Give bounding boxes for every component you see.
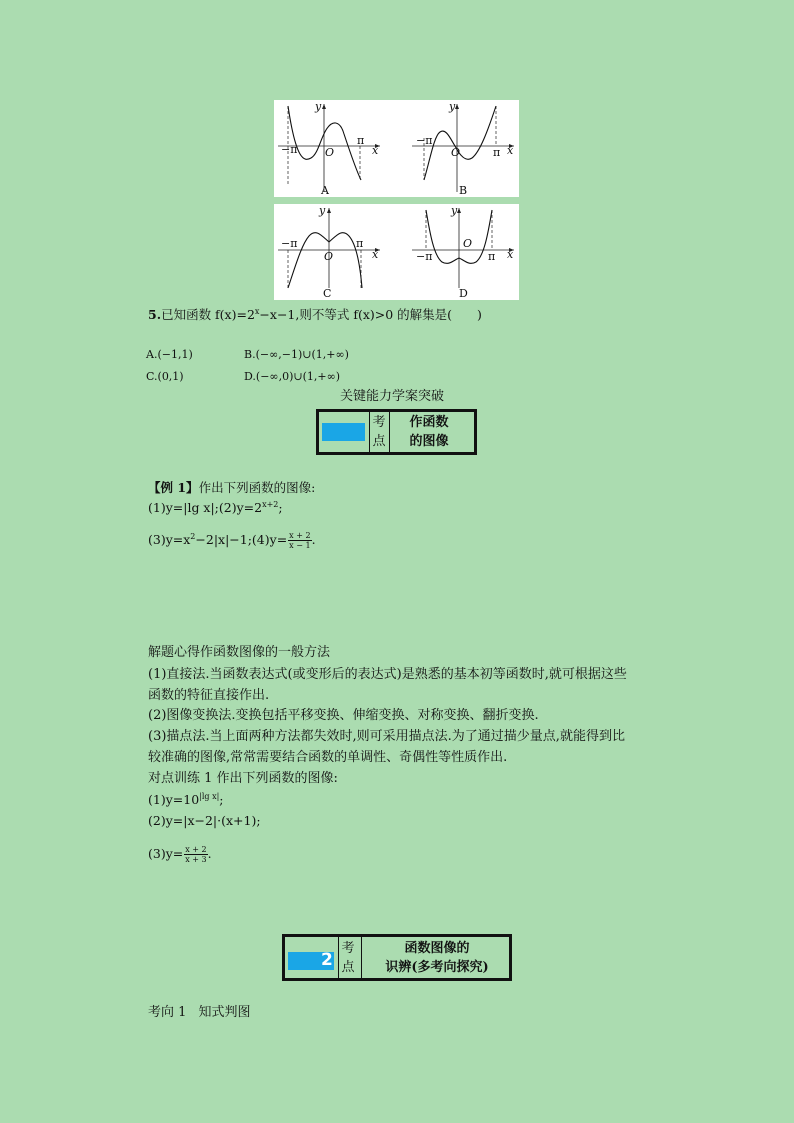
practice-heading: 对点训练 1 作出下列函数的图像: — [148, 771, 338, 786]
kaodian-1-char-kao: 考 — [372, 415, 386, 430]
practice-line-1 — [148, 792, 224, 808]
option-a: A.(−1,1) — [146, 348, 193, 361]
graph-b-y-label: y — [449, 100, 456, 113]
method-p2: (2)图像变换法.变换包括平移变换、伸缩变换、对称变换、翻折变换. — [148, 708, 539, 723]
option-d: D.(−∞,0)∪(1,+∞) — [244, 370, 341, 383]
kaodian-2-divider-right — [361, 937, 362, 978]
graph-d-origin-label: O — [463, 237, 473, 250]
practice-fraction-numerator: x + 2 — [185, 845, 207, 854]
graph-c-origin-label: O — [324, 250, 334, 263]
method-p3-line1: (3)描点法.当上面两种方法都失效时,则可采用描点法.为了通过描少量点,就能得到比 — [148, 729, 625, 744]
practice-line-2: (2)y=|x−2|·(x+1); — [148, 813, 261, 828]
graph-c-y-label: y — [319, 204, 326, 217]
kaodian-2-title-line2: 识辨(多考向探究) — [385, 960, 489, 975]
practice-line-1-a: (1)y=10 — [148, 792, 200, 807]
direction-1 — [148, 1005, 251, 1021]
example-1-label: 【例 1】 — [148, 480, 199, 495]
example-1-fraction-denominator: x − 1 — [289, 541, 311, 550]
graph-d-y-label: y — [451, 204, 458, 217]
graph-a-chart — [274, 100, 519, 197]
kaodian-2-divider-left — [338, 937, 339, 978]
kaodian-1-box — [316, 409, 477, 455]
method-p1-line2: 函数的特征直接作出. — [148, 688, 270, 703]
graph-b-pi-label: π — [493, 146, 501, 159]
example-1-line-2-exp: 2 — [190, 531, 196, 541]
graph-c-pi-label: π — [356, 237, 364, 250]
graph-a-y-label: y — [315, 100, 322, 113]
kaodian-2-char-kao: 考 — [341, 941, 355, 956]
method-title: 解题心得作函数图像的一般方法 — [148, 645, 331, 660]
example-1-line-1 — [148, 500, 283, 516]
practice-line-3-a: (3)y= — [148, 846, 184, 861]
kaodian-1-title-line2: 的图像 — [409, 434, 449, 449]
graph-c-x-label: x — [372, 248, 379, 261]
graph-a-neg-pi-label: −π — [281, 143, 298, 156]
kaodian-1-title-line1: 作函数 — [409, 415, 449, 430]
method-p1-line1: (1)直接法.当函数表达式(或变形后的表达式)是熟悉的基本初等函数时,就可根据这些 — [148, 667, 627, 682]
example-1-line-1-b: ; — [278, 500, 283, 515]
kaodian-2-char-dian: 点 — [341, 960, 355, 975]
graph-c-panel — [274, 204, 519, 300]
question-5-stem-b: −x−1,则不等式 f(x)>0 的解集是( ) — [259, 307, 482, 322]
practice-line-3 — [148, 845, 212, 864]
example-1-heading — [148, 480, 315, 496]
graph-d-neg-pi-label: −π — [416, 250, 433, 263]
kaodian-1-divider-right — [389, 412, 390, 452]
graph-a-x-label: x — [372, 144, 379, 157]
question-5-stem-a: 已知函数 f(x)=2 — [161, 307, 255, 322]
direction-1-text: 知式判图 — [198, 1005, 251, 1020]
option-b: B.(−∞,−1)∪(1,+∞) — [244, 348, 349, 361]
kaodian-2-box — [282, 934, 512, 981]
kaodian-2-number: 2 — [321, 950, 333, 970]
graph-b-neg-pi-label: −π — [416, 134, 433, 147]
graph-b-x-label: x — [507, 144, 514, 157]
example-1-prompt: 作出下列函数的图像: — [198, 480, 316, 495]
graph-d-pi-label: π — [488, 250, 496, 263]
graph-d-caption: D — [459, 287, 468, 300]
section-title: 关键能力学案突破 — [340, 389, 445, 404]
graph-c-caption: C — [323, 287, 332, 300]
question-5-stem — [148, 307, 482, 323]
example-1-line-1-exp: x+2 — [262, 499, 279, 509]
graph-a-origin-label: O — [325, 146, 335, 159]
graph-c-neg-pi-label: −π — [281, 237, 298, 250]
kaodian-1-badge — [322, 423, 365, 441]
kaodian-1-char-dian: 点 — [372, 434, 386, 449]
kaodian-1-divider-left — [369, 412, 370, 452]
graph-d-x-label: x — [507, 248, 514, 261]
graph-b-caption: B — [459, 184, 468, 197]
graph-a-caption: A — [321, 184, 329, 197]
example-1-line-2 — [148, 531, 316, 550]
example-1-line-2-b: −2|x|−1;(4)y= — [195, 532, 288, 547]
example-1-fraction-numerator: x + 2 — [289, 531, 311, 540]
practice-fraction — [184, 845, 207, 864]
graph-a-panel — [274, 100, 519, 197]
example-1-line-2-a: (3)y=x — [148, 532, 191, 547]
kaodian-2-title-line1: 函数图像的 — [404, 941, 470, 956]
graph-b-origin-label: O — [451, 146, 461, 159]
graph-c-chart — [274, 204, 519, 300]
question-5-number: 5. — [148, 307, 162, 322]
direction-1-label: 考向 1 — [148, 1005, 187, 1020]
graph-a-pi-label: π — [357, 134, 365, 147]
method-p3-line2: 较准确的图像,常常需要结合函数的单调性、奇偶性等性质作出. — [148, 750, 508, 765]
question-5-exponent: x — [254, 306, 260, 316]
example-1-line-2-c: . — [311, 532, 316, 547]
practice-line-1-exp: |lg x| — [199, 791, 220, 801]
practice-fraction-denominator: x + 3 — [185, 855, 207, 864]
example-1-line-1-a: (1)y=|lg x|;(2)y=2 — [148, 500, 263, 515]
option-c: C.(0,1) — [146, 370, 184, 383]
practice-line-1-b: ; — [219, 792, 224, 807]
example-1-fraction — [288, 531, 311, 550]
practice-line-3-b: . — [207, 846, 212, 861]
